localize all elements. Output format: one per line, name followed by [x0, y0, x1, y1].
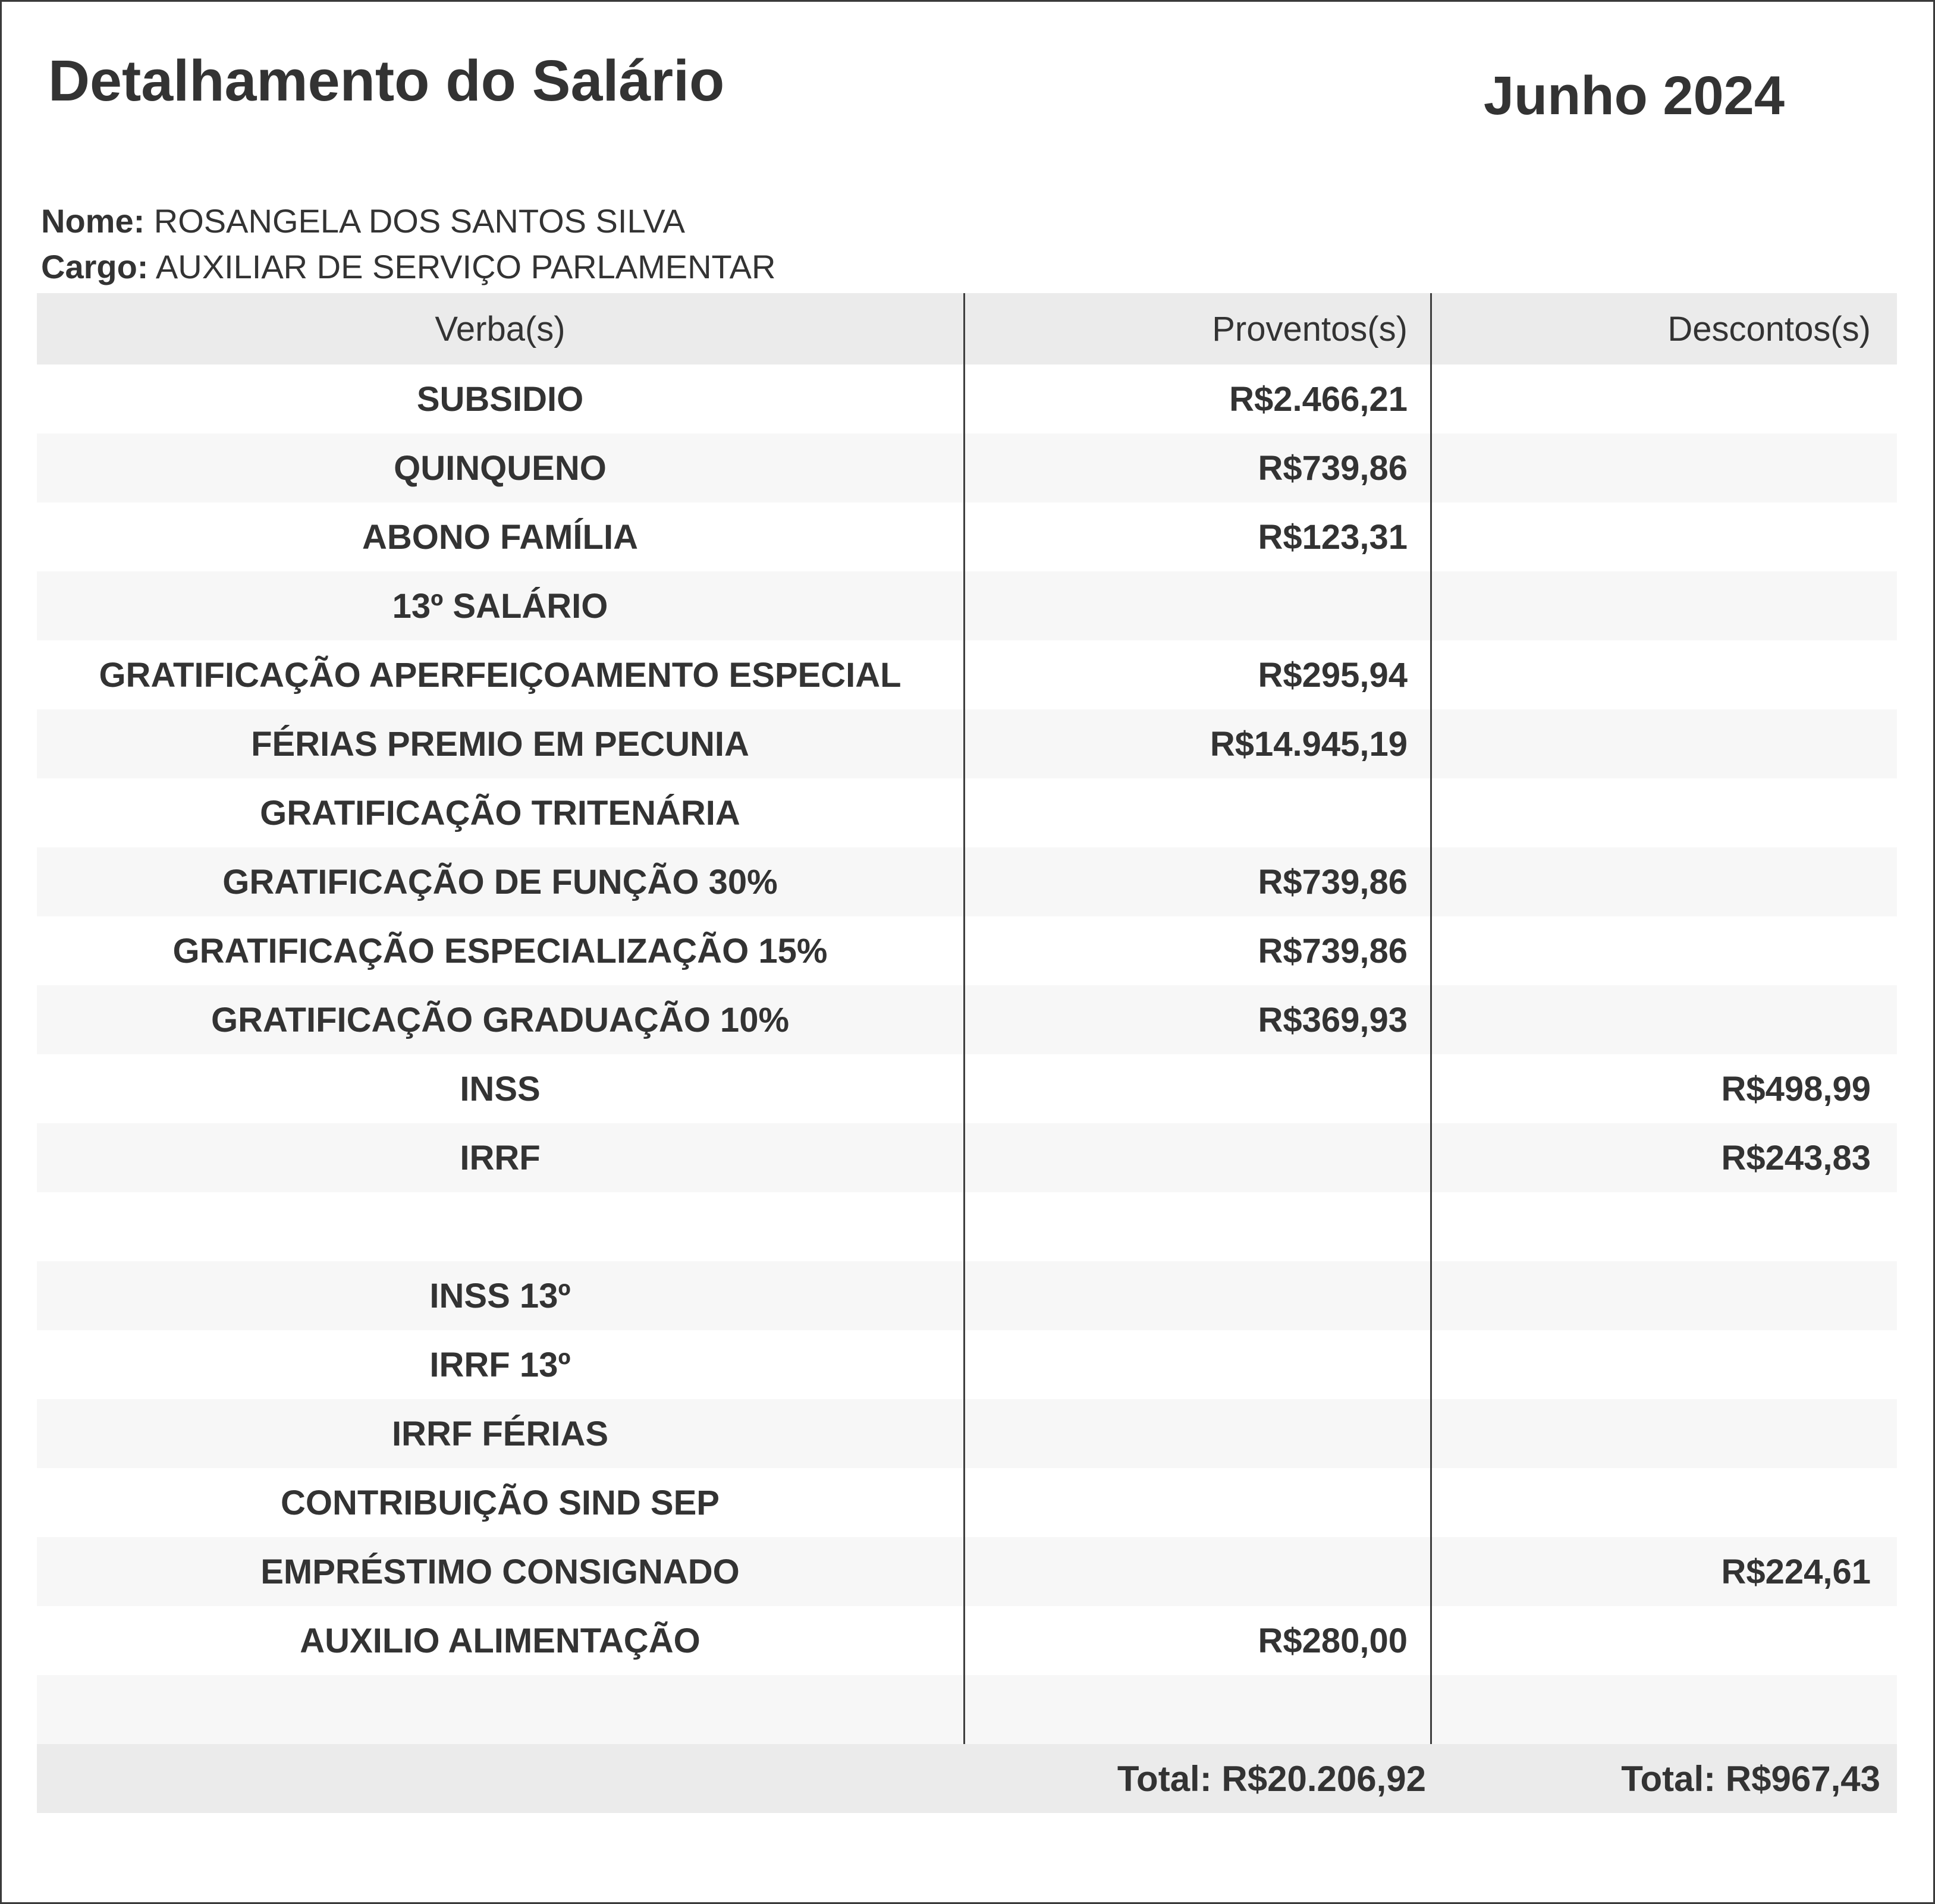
- cell-descontos: [1432, 1261, 1897, 1330]
- table-row: [37, 1123, 1897, 1192]
- cell-descontos: [1432, 916, 1897, 985]
- employee-info: [41, 198, 775, 290]
- table-row: [37, 1606, 1897, 1675]
- cell-descontos: [1432, 365, 1897, 433]
- table-row: [37, 985, 1897, 1054]
- employee-name-value: ROSANGELA DOS SANTOS SILVA: [153, 202, 685, 240]
- cell-verba: GRATIFICAÇÃO TRITENÁRIA: [37, 778, 965, 847]
- cell-verba: AUXILIO ALIMENTAÇÃO: [37, 1606, 965, 1675]
- table-row: [37, 1054, 1897, 1123]
- cell-descontos: [1432, 433, 1897, 502]
- cell-descontos: R$224,61: [1721, 1552, 1871, 1591]
- cell-proventos: [965, 1123, 1432, 1192]
- cell-verba: EMPRÉSTIMO CONSIGNADO: [37, 1537, 965, 1606]
- cell-descontos: [1432, 1675, 1897, 1744]
- cell-proventos: R$295,94: [965, 640, 1432, 709]
- cell-proventos: R$123,31: [965, 502, 1432, 571]
- header-cell-verba: Verba(s): [37, 293, 965, 365]
- totals-empty-cell: [37, 1744, 965, 1813]
- cell-proventos: [965, 778, 1432, 847]
- table-row: [37, 1537, 1897, 1606]
- cell-proventos: R$369,93: [965, 985, 1432, 1054]
- table-row: [37, 433, 1897, 502]
- table-row: [37, 1192, 1897, 1261]
- employee-role-value: AUXILIAR DE SERVIÇO PARLAMENTAR: [155, 248, 776, 285]
- cell-verba: IRRF FÉRIAS: [37, 1399, 965, 1468]
- cell-descontos: [1432, 1606, 1897, 1675]
- cell-descontos: [1432, 502, 1897, 571]
- cell-proventos: R$739,86: [965, 916, 1432, 985]
- cell-descontos: [1432, 778, 1897, 847]
- header-cell-proventos: Proventos(s): [965, 293, 1432, 365]
- table-row: [37, 709, 1897, 778]
- cell-proventos: R$14.945,19: [965, 709, 1432, 778]
- table-row: [37, 365, 1897, 433]
- table-row: [37, 916, 1897, 985]
- cell-descontos: [1432, 847, 1897, 916]
- cell-verba: QUINQUENO: [37, 433, 965, 502]
- cell-descontos: [1432, 709, 1897, 778]
- table-row: [37, 502, 1897, 571]
- table-header-row: [37, 293, 1897, 365]
- cell-proventos: [965, 1468, 1432, 1537]
- table-row: [37, 1468, 1897, 1537]
- cell-proventos: [965, 1054, 1432, 1123]
- total-descontos: Total: R$967,43: [1621, 1758, 1880, 1799]
- cell-proventos: [965, 1537, 1432, 1606]
- salary-table: [37, 293, 1897, 1813]
- cell-descontos: [1432, 1330, 1897, 1399]
- cell-verba: [37, 1675, 965, 1744]
- cell-proventos: [965, 571, 1432, 640]
- table-row: [37, 571, 1897, 640]
- cell-proventos: [965, 1192, 1432, 1261]
- table-row: [37, 640, 1897, 709]
- total-proventos: Total: R$20.206,92: [1117, 1758, 1426, 1799]
- cell-descontos: R$498,99: [1721, 1069, 1871, 1108]
- cell-proventos: R$280,00: [965, 1606, 1432, 1675]
- cell-proventos: R$739,86: [965, 433, 1432, 502]
- table-row: [37, 1399, 1897, 1468]
- cell-proventos: [965, 1399, 1432, 1468]
- cell-descontos: [1432, 1192, 1897, 1261]
- header-cell-descontos: Descontos(s): [1667, 309, 1871, 348]
- table-row: [37, 1675, 1897, 1744]
- cell-verba: SUBSIDIO: [37, 365, 965, 433]
- employee-name-label: Nome:: [41, 202, 145, 240]
- cell-verba: IRRF 13º: [37, 1330, 965, 1399]
- cell-verba: INSS: [37, 1054, 965, 1123]
- cell-descontos: [1432, 1468, 1897, 1537]
- period-label: Junho 2024: [1483, 65, 1785, 126]
- employee-name-line: [41, 198, 775, 244]
- table-row: [37, 1330, 1897, 1399]
- table-row: [37, 778, 1897, 847]
- cell-verba: GRATIFICAÇÃO DE FUNÇÃO 30%: [37, 847, 965, 916]
- employee-role-line: [41, 244, 775, 290]
- cell-descontos: [1432, 571, 1897, 640]
- cell-verba: ABONO FAMÍLIA: [37, 502, 965, 571]
- cell-verba: [37, 1192, 965, 1261]
- cell-verba: GRATIFICAÇÃO APERFEIÇOAMENTO ESPECIAL: [37, 640, 965, 709]
- page-title: Detalhamento do Salário: [48, 48, 725, 113]
- cell-verba: 13º SALÁRIO: [37, 571, 965, 640]
- cell-verba: GRATIFICAÇÃO GRADUAÇÃO 10%: [37, 985, 965, 1054]
- employee-role-label: Cargo:: [41, 248, 149, 285]
- cell-proventos: [965, 1261, 1432, 1330]
- cell-verba: CONTRIBUIÇÃO SIND SEP: [37, 1468, 965, 1537]
- cell-verba: GRATIFICAÇÃO ESPECIALIZAÇÃO 15%: [37, 916, 965, 985]
- cell-proventos: R$2.466,21: [965, 365, 1432, 433]
- cell-proventos: [965, 1330, 1432, 1399]
- cell-descontos: [1432, 1399, 1897, 1468]
- totals-row: [37, 1744, 1897, 1813]
- cell-proventos: [965, 1675, 1432, 1744]
- cell-verba: INSS 13º: [37, 1261, 965, 1330]
- cell-descontos: [1432, 985, 1897, 1054]
- cell-descontos: R$243,83: [1721, 1138, 1871, 1177]
- cell-verba: IRRF: [37, 1123, 965, 1192]
- table-row: [37, 847, 1897, 916]
- table-row: [37, 1261, 1897, 1330]
- cell-proventos: R$739,86: [965, 847, 1432, 916]
- cell-descontos: [1432, 640, 1897, 709]
- cell-verba: FÉRIAS PREMIO EM PECUNIA: [37, 709, 965, 778]
